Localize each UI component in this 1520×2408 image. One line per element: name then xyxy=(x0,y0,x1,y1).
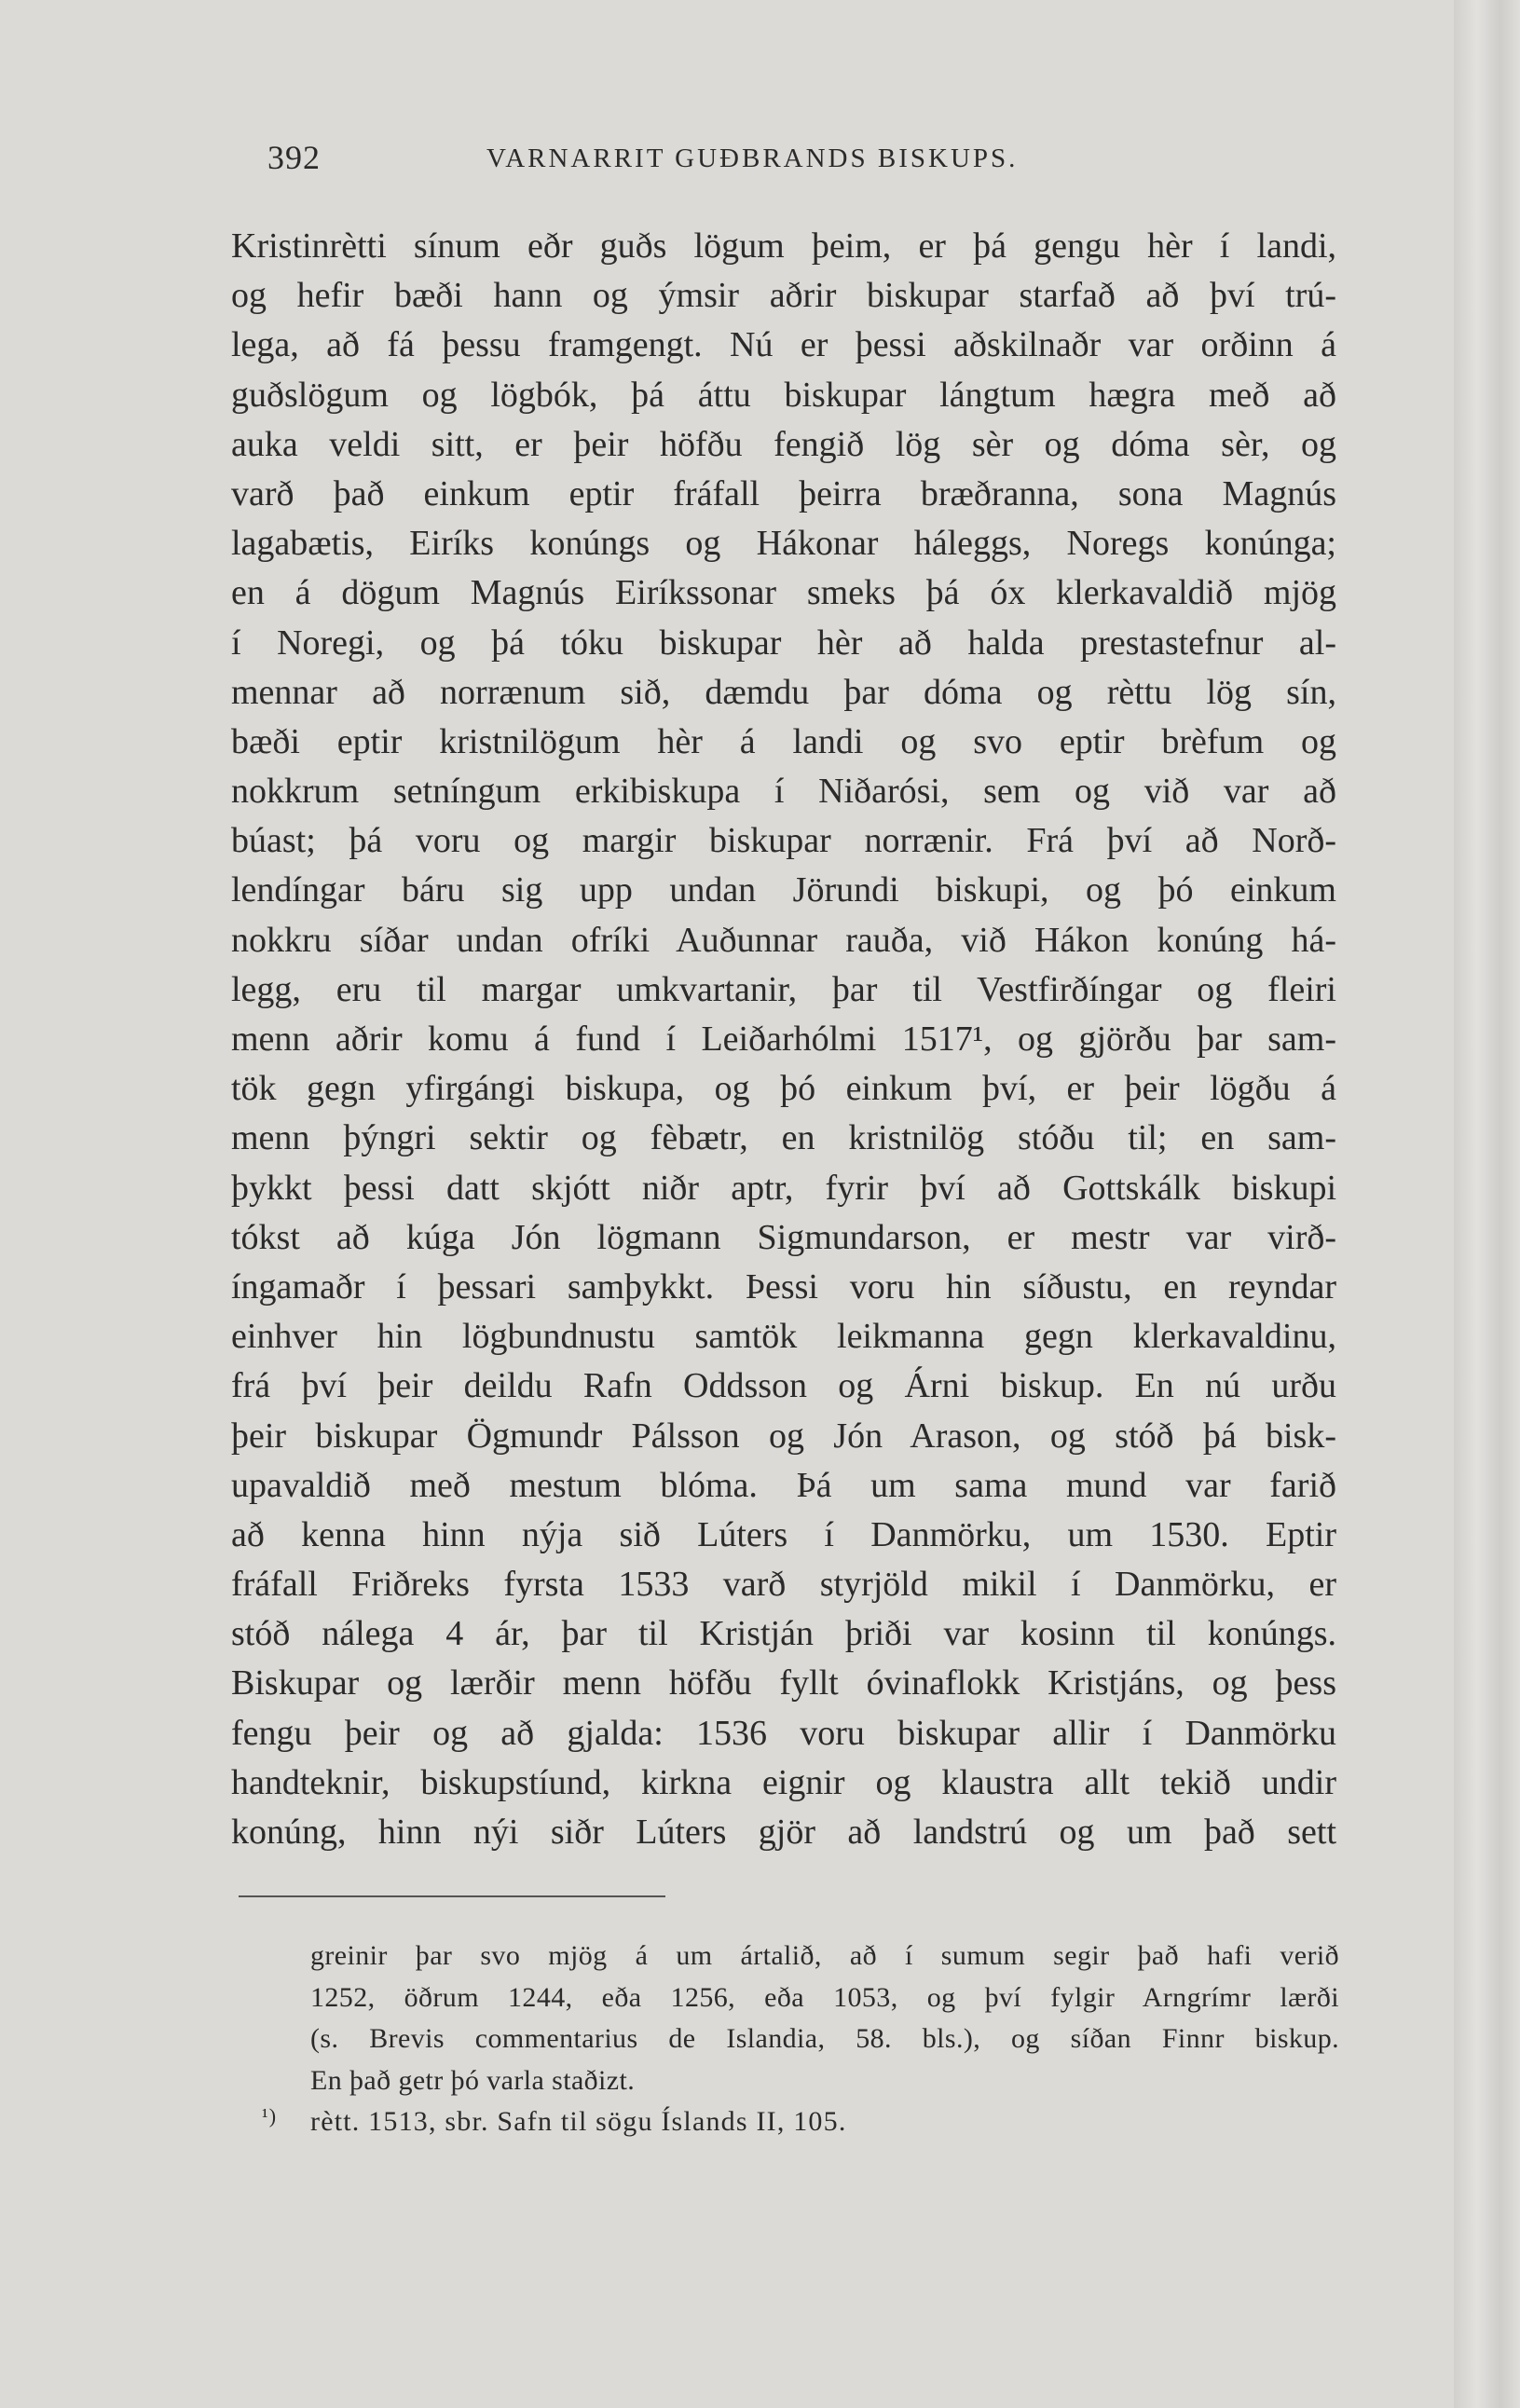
text-line: tókst að kúga Jón lögmann Sigmundarson, er mestr var virð- xyxy=(231,1217,1336,1257)
text-line: bæði eptir kristnilögum hèr á landi og svo eptir brèfum og xyxy=(231,721,1336,761)
text-line: þykkt þessi datt skjótt niðr aptr, fyrir því að Gottskálk biskupi xyxy=(231,1168,1336,1208)
text-line: menn þýngri sektir og fèbætr, en kristnilög stóðu til; en sam- xyxy=(231,1118,1336,1158)
footnotes xyxy=(262,1936,1339,2143)
text-line: nokkrum setníngum erkibiskupa í Niðarósi, sem og við var að xyxy=(231,772,1336,812)
text-line: lega, að fá þessu framgengt. Nú er þessi aðskilnaðr var orðinn á xyxy=(231,325,1336,365)
text-line: handteknir, biskupstíund, kirkna eignir og klaustra allt tekið undir xyxy=(231,1762,1336,1802)
page-edge xyxy=(1454,0,1520,2408)
text-line: mennar að norrænum sið, dæmdu þar dóma og rèttu lög sín, xyxy=(231,672,1336,712)
text-line: þeir biskupar Ögmundr Pálsson og Jón Arason, og stóð þá bisk- xyxy=(231,1416,1336,1456)
running-head: VARNARRIT GUÐBRANDS BISKUPS. xyxy=(486,144,1019,173)
text-line: tök gegn yfirgángi biskupa, og þó einkum því, er þeir lögðu á xyxy=(231,1069,1336,1109)
text-line: að kenna hinn nýja sið Lúters í Danmörku, um 1530. Eptir xyxy=(231,1514,1336,1554)
footnote-separator xyxy=(239,1895,665,1897)
text-line: upavaldið með mestum blóma. Þá um sama mund var farið xyxy=(231,1465,1336,1505)
page-number: 392 xyxy=(267,139,321,176)
footnote-marker: ¹) xyxy=(262,2104,278,2128)
text-line: menn aðrir komu á fund í Leiðarhólmi 1517¹, og gjörðu þar sam- xyxy=(231,1019,1336,1059)
text-line: Biskupar og lærðir menn höfðu fyllt óvinaflokk Kristjáns, og þess xyxy=(231,1663,1336,1703)
text-line: Kristinrètti sínum eðr guðs lögum þeim, er þá gengu hèr í landi, xyxy=(231,226,1336,266)
footnote-line: En það getr þó varla staðizt. xyxy=(310,2064,636,2096)
footnote-1-text: rètt. 1513, sbr. Safn til sögu Íslands II, 105. xyxy=(310,2106,847,2137)
body-text xyxy=(231,222,1336,1857)
text-line: varð það einkum eptir fráfall þeirra bræðranna, sona Magnús xyxy=(231,473,1336,513)
text-line: konúng, hinn nýi siðr Lúters gjör að landstrú og um það sett xyxy=(231,1813,1336,1852)
text-line: fengu þeir og að gjalda: 1536 voru biskupar allir í Danmörku xyxy=(231,1713,1336,1753)
footnote-1 xyxy=(262,2101,1028,2143)
text-line: lendíngar báru sig upp undan Jörundi biskupi, og þó einkum xyxy=(231,870,1336,910)
text-line: stóð nálega 4 ár, þar til Kristján þriði var kosinn til konúngs. xyxy=(231,1614,1336,1654)
page-header xyxy=(267,138,1349,185)
text-line: einhver hin lögbundnustu samtök leikmanna gegn klerkavaldinu, xyxy=(231,1317,1336,1357)
text-line: en á dögum Magnús Eiríkssonar smeks þá óx klerkavaldið mjög xyxy=(231,573,1336,613)
text-line: og hefir bæði hann og ýmsir aðrir biskupar starfað að því trú- xyxy=(231,276,1336,316)
text-line: legg, eru til margar umkvartanir, þar til Vestfirðíngar og fleiri xyxy=(231,969,1336,1009)
text-line: lagabætis, Eiríks konúngs og Hákonar háleggs, Noregs konúnga; xyxy=(231,524,1336,564)
text-line: auka veldi sitt, er þeir höfðu fengið lög sèr og dóma sèr, og xyxy=(231,424,1336,464)
text-line: nokkru síðar undan ofríki Auðunnar rauða, við Hákon konúng há- xyxy=(231,920,1336,960)
text-line: íngamaðr í þessari samþykkt. Þessi voru hin síðustu, en reyndar xyxy=(231,1266,1336,1307)
text-line: frá því þeir deildu Rafn Oddsson og Árni biskup. En nú urðu xyxy=(231,1366,1336,1406)
footnote-line: greinir þar svo mjög á um ártalið, að í sumum segir það hafi verið xyxy=(310,1940,1339,1971)
footnote-line: 1252, öðrum 1244, eða 1256, eða 1053, og því fylgir Arngrímr lærði xyxy=(310,1981,1339,2013)
text-line: búast; þá voru og margir biskupar norrænir. Frá því að Norð- xyxy=(231,821,1336,861)
footnote-line: (s. Brevis commentarius de Islandia, 58. bls.), og síðan Finnr biskup. xyxy=(310,2023,1339,2054)
text-line: guðslögum og lögbók, þá áttu biskupar lángtum hægra með að xyxy=(231,375,1336,415)
text-line: í Noregi, og þá tóku biskupar hèr að halda prestastefnur al- xyxy=(231,623,1336,663)
text-line: fráfall Friðreks fyrsta 1533 varð styrjöld mikil í Danmörku, er xyxy=(231,1565,1336,1605)
